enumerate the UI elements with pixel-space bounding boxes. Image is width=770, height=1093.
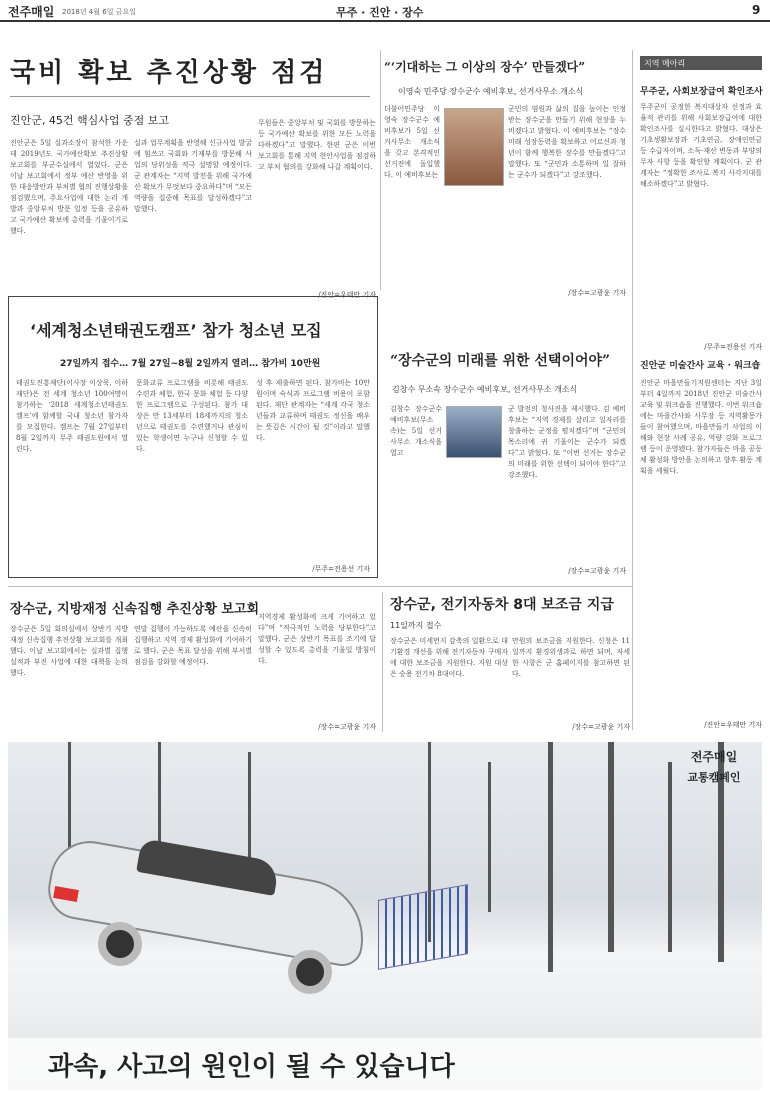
article-column: 문화교류 프로그램을 비롯해 태권도 수련과 체험, 한국 문화 체험 등 다양한 프로그램으로 구성된다. 참가 대상은 만 13세부터 18세까지의 청소년으로 태권도를 수련했거나 관심이 있는 학생이면 누구나 신청할 수 있다. <box>136 379 248 453</box>
tree <box>488 762 491 912</box>
article-column: 더불어민주당 이영숙 장수군수 예비후보가 5일 선거사무소 개소식을 갖고 본격적인 선거전에 돌입했다. 이 예비후보는 <box>384 105 440 179</box>
wheel <box>288 950 332 994</box>
byline: /진안=우태만 기자 <box>704 721 762 729</box>
article-column: 진안군 마을만들기지원센터는 지난 3일부터 4일까지 2018년 진안군 미술간사 교육 및 워크숍을 진행했다. 이번 워크숍에는 마을간사와 사무장 등 지역활동가들이 참여했으며, 마을만들기 사업의 이해와 현장 사례 공유, 역량 강화 프로그램 등이 운영됐다. 참가자들은 마을 공동체 활성화 방안을 논의하고 향후 활동 계획을 세웠다. <box>640 379 762 475</box>
page-number: 9 <box>752 3 761 17</box>
candidate-photo <box>444 108 504 186</box>
campaign-slogan: 과속, 사고의 원인이 될 수 있습니다 <box>48 1052 455 1082</box>
article-column: 연말 집행이 가능하도록 예산을 신속히 집행하고 지역 경제 활성화에 기여하기로 했다. 군은 목표 달성을 위해 부서별 점검을 강화할 예정이다. <box>134 625 252 666</box>
article-column: 태권도진흥재단(이사장 이상욱, 이하 재단)은 전 세계 청소년 100여명이 참가하는 ‘2018 세계청소년태권도캠프’에 함께할 국내 청소년 참가자를 모집한다. 캠프는 7월 27일부터 8월 2일까지 무주 태권도원에서 열린다. <box>16 379 128 453</box>
article-column: 지역경제 활성화에 크게 기여하고 있다”며 “적극적인 노력을 당부한다”고 말했다. 군은 상반기 목표를 조기에 달성할 수 있도록 총력을 기울일 방침이다. <box>258 613 376 665</box>
article-column: 성 후 제출하면 된다. 참가비는 10만원이며 숙식과 프로그램 비용이 포함된다. 재단 관계자는 “세계 각국 청소년들과 교류하며 태권도 정신을 배우는 뜻깊은 시간이 될 것”이라고 말했다. <box>256 379 370 442</box>
newspaper-logo: 전주매일 <box>8 5 55 19</box>
article-column: 실과 업무계획을 반영해 신규사업 발굴에 힘쓰고 국회와 기재부를 방문해 사업의 당위성을 적극 설명할 예정이다. 군 관계자는 “지역 발전을 위해 국가예산 확보가 무엇보다 중요하다”며 “모든 역량을 집중해 목표를 달성하겠다”고 말했다. <box>134 139 252 213</box>
article-subhead: 27일까지 접수… 7월 27일~8월 2일까지 열려… 참가비 10만원 <box>60 359 321 369</box>
article-headline: 국비 확보 추진상황 점검 <box>10 58 328 88</box>
article-column: 김창수 장수군수 예비후보(무소속)는 5일 선거사무소 개소식을 열고 <box>390 405 442 457</box>
tree <box>548 742 553 972</box>
page-header <box>0 0 770 22</box>
article-subhead: 11일까지 접수 <box>390 621 442 630</box>
article-column: 진안군은 5일 실과소장이 참석한 가운데 2019년도 국가예산확보 추진상황 보고회를 부군수실에서 열었다. 군은 이날 보고회에서 정부 예산 반영을 위한 대응방안과 부처별 협의 진행상황을 점검했으며, 주요사업에 대한 논리 개발과 중앙부처 방문 일정 등을 공유하고 국가예산 확보에 총력을 기울이기로 했다. <box>10 139 128 235</box>
article-headline: “‘기대하는 그 이상의 장수’ 만들겠다” <box>384 60 586 74</box>
article-subhead: 진안군, 45건 핵심사업 중점 보고 <box>10 114 169 127</box>
section-title: 무주 · 진안 · 장수 <box>336 6 424 19</box>
article-column: 무주군이 공정한 복지대상자 선정과 효율적 관리를 위해 사회보장급여에 대한 확인조사를 실시한다고 밝혔다. 대상은 기초생활보장과 기초연금, 장애인연금 등 수급자이며, 소득·재산 변동과 부양의무자 사항 등을 확인할 계획이다. 군 관계자는 “정확한 조사로 복지 사각지대를 해소하겠다”고 밝혔다. <box>640 103 762 188</box>
article-column: 장수군은 5일 회의실에서 상반기 지방재정 신속집행 추진상황 보고회를 개최했다. 이날 보고회에서는 실과별 집행 실적과 부진 사업에 대한 대책을 논의했다. <box>10 625 128 677</box>
byline: /장수=고광윤 기자 <box>568 567 626 575</box>
campaign-title <box>674 748 754 785</box>
byline: /장수=고광윤 기자 <box>318 723 376 731</box>
article-subhead: 김창수 무소속 장수군수 예비후보, 선거사무소 개소식 <box>392 385 578 394</box>
article-column: 군 발전의 청사진을 제시했다. 김 예비후보는 “지역 경제를 살리고 일자리를 창출하는 군정을 펼치겠다”며 “군민의 목소리에 귀 기울이는 군수가 되겠다”고 밝혔다. 또 “이번 선거는 장수군의 미래를 위한 선택이 되어야 한다”고 강조했다. <box>508 405 626 479</box>
article-headline: ‘세계청소년태권도캠프’ 참가 청소년 모집 <box>30 321 322 340</box>
article-column: 만원의 보조금을 지원한다. 신청은 11일까지 환경위생과로 하면 되며, 자세한 사항은 군 홈페이지를 참고하면 된다. <box>512 637 630 678</box>
byline: /진안=우태만 기자 <box>318 291 376 299</box>
byline: /무주=전용선 기자 <box>312 565 370 573</box>
column-tag: 지역 메아리 <box>640 56 762 70</box>
guard-fence <box>378 884 468 970</box>
article-headline: 장수군, 지방재정 신속집행 추진상황 보고회 <box>10 602 260 617</box>
wheel <box>98 922 142 966</box>
campaign-slogan-bar <box>8 1038 762 1090</box>
byline: /무주=전용선 기자 <box>704 343 762 351</box>
crashed-car <box>48 832 378 962</box>
article-subhead: 이영숙 민주당 장수군수 예비후보, 선거사무소 개소식 <box>398 87 584 96</box>
article-column: 군민의 염원과 삶의 질을 높이는 인정받는 장수군을 만들기 위해 현장을 누비겠다고 밝혔다. 이 예비후보는 “장수 미래 성장동력을 확보하고 어르신과 청년이 함께 행복한 장수를 만들겠다”고 말했다. 또 “군민과 소통하며 일 잘하는 군수가 되겠다”고 강조했다. <box>508 105 626 179</box>
candidate-photo <box>446 406 502 458</box>
issue-date: 2018년 4월 6일 금요일 <box>62 8 136 16</box>
article-headline: 진안군 미술간사 교육 · 워크숍 <box>640 361 761 371</box>
column-divider <box>380 50 381 290</box>
traffic-campaign-photo <box>8 742 762 1090</box>
column-divider <box>382 592 383 732</box>
column-divider <box>632 50 633 730</box>
tree <box>668 762 672 952</box>
article-headline: 장수군, 전기자동차 8대 보조금 지급 <box>390 597 614 613</box>
article-headline: “장수군의 미래를 위한 선택이어야” <box>390 353 611 369</box>
article-headline: 무주군, 사회보장급여 확인조사 <box>640 87 763 97</box>
campaign-name: 교통캠페인 <box>687 771 741 784</box>
article-column: 장수군은 미세먼지 감축의 일환으로 대기환경 개선을 위해 전기자동차 구매자에 대한 보조금을 지원한다. 지원 대상은 승용 전기차 8대이다. <box>390 637 508 678</box>
byline: /장수=고광윤 기자 <box>572 723 630 731</box>
tree <box>608 742 614 952</box>
divider <box>10 96 370 97</box>
campaign-paper: 전주매일 <box>690 750 738 764</box>
divider <box>8 586 632 587</box>
byline: /장수=고광윤 기자 <box>568 289 626 297</box>
article-column: 무원들은 중앙부처 및 국회를 방문하는 등 국가예산 확보를 위한 모든 노력을 다하겠다”고 말했다. 한편 군은 이번 보고회를 통해 지역 현안사업을 점검하고 부처 협의를 강화해 나갈 계획이다. <box>258 119 376 171</box>
